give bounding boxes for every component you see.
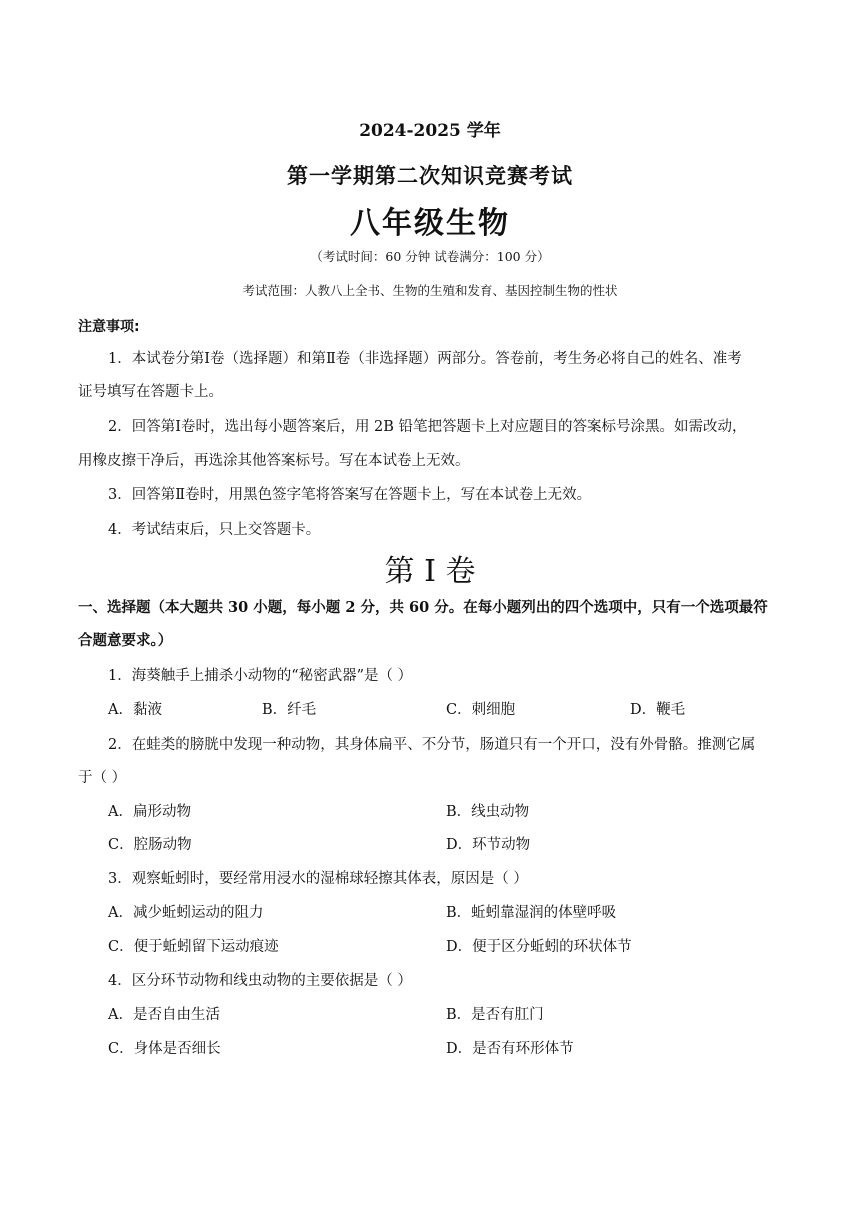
question-4-option-b: B．是否有肛门 bbox=[446, 1007, 544, 1023]
question-3-stem: 3．观察蚯蚓时，要经常用浸水的湿棉球轻擦其体表，原因是（ ） bbox=[108, 871, 528, 887]
question-2-stem: 2．在蛙类的膀胱中发现一种动物，其身体扁平、不分节，肠道只有一个开口，没有外骨骼。推测它属 bbox=[108, 737, 756, 753]
question-2-option-a: A．扁形动物 bbox=[108, 804, 191, 820]
section-heading: 第 I 卷 bbox=[384, 554, 476, 589]
question-2-option-b: B．线虫动物 bbox=[446, 804, 530, 820]
question-1-option-a: A．黏液 bbox=[108, 702, 162, 718]
exam-scope: 考试范围：人教八上全书、生物的生殖和发育、基因控制生物的性状 bbox=[242, 283, 618, 298]
notice-item-4: 4．考试结束后，只上交答题卡。 bbox=[108, 522, 321, 538]
question-2-option-d: D．环节动物 bbox=[446, 837, 531, 853]
exam-meta: （考试时间：60 分钟 试卷满分：100 分） bbox=[310, 249, 550, 264]
question-2-option-c: C．腔肠动物 bbox=[108, 837, 192, 853]
question-1-option-c: C．刺细胞 bbox=[446, 702, 516, 718]
notice-item-3: 3．回答第Ⅱ卷时，用黑色签字笔将答案写在答题卡上，写在本试卷上无效。 bbox=[108, 487, 592, 503]
section-intro-cont: 合题意要求。） bbox=[78, 632, 173, 649]
notice-title: 注意事项: bbox=[78, 319, 140, 335]
question-4-stem: 4．区分环节动物和线虫动物的主要依据是（ ） bbox=[108, 973, 412, 989]
question-4-option-d: D．是否有环形体节 bbox=[446, 1041, 574, 1057]
notice-item-2-cont: 用橡皮擦干净后，再选涂其他答案标号。写在本试卷上无效。 bbox=[78, 453, 470, 469]
question-4-option-c: C．身体是否细长 bbox=[108, 1041, 221, 1057]
school-year: 2024-2025 学年 bbox=[359, 121, 501, 141]
question-2-stem-cont: 于（ ） bbox=[78, 770, 127, 786]
notice-item-1: 1．本试卷分第Ⅰ卷（选择题）和第Ⅱ卷（非选择题）两部分。答卷前，考生务必将自己的姓名、准考 bbox=[108, 351, 742, 367]
question-1-option-d: D．鞭毛 bbox=[630, 702, 686, 718]
question-3-option-d: D．便于区分蚯蚓的环状体节 bbox=[446, 939, 632, 955]
section-intro: 一、选择题（本大题共 30 小题，每小题 2 分，共 60 分。在每小题列出的四个选项中，只有一个选项最符 bbox=[78, 599, 768, 616]
subject-title: 八年级生物 bbox=[350, 206, 510, 241]
question-1-option-b: B．纤毛 bbox=[262, 702, 317, 718]
question-3-option-c: C．便于蚯蚓留下运动痕迹 bbox=[108, 939, 279, 955]
question-4-option-a: A．是否自由生活 bbox=[108, 1007, 220, 1023]
exam-title: 第一学期第二次知识竞赛考试 bbox=[287, 163, 573, 188]
notice-item-2: 2．回答第Ⅰ卷时，选出每小题答案后，用 2B 铅笔把答题卡上对应题目的答案标号涂黑。如需改动， bbox=[108, 419, 747, 435]
question-3-option-a: A．减少蚯蚓运动的阻力 bbox=[108, 905, 264, 921]
notice-item-1-cont: 证号填写在答题卡上。 bbox=[78, 384, 223, 400]
question-1-stem: 1．海葵触手上捕杀小动物的“秘密武器”是（ ） bbox=[108, 668, 413, 684]
question-3-option-b: B．蚯蚓靠湿润的体壁呼吸 bbox=[446, 905, 617, 921]
